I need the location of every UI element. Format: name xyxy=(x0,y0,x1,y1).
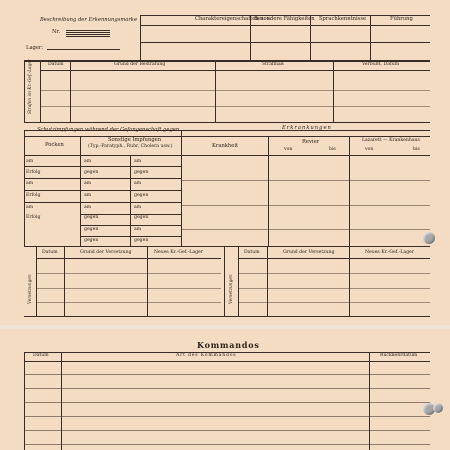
vacc-gegen-6: gegen xyxy=(134,193,149,198)
transfers-top-rule xyxy=(24,246,430,247)
infirmary-to: bis xyxy=(329,147,336,152)
punishment-row-line-1 xyxy=(40,90,430,91)
transfers-right-div-2 xyxy=(349,246,350,316)
vacc-row-rule-2 xyxy=(24,178,181,179)
transfers-right-side xyxy=(238,246,239,316)
punishment-reason-header: Grund der Bestrafung xyxy=(114,62,166,67)
kommandos-left-edge xyxy=(24,352,25,450)
punishment-served-header: Verbüßt, Datum xyxy=(362,62,400,67)
punishment-div-2 xyxy=(215,60,216,122)
kommandos-row-rule-3 xyxy=(24,402,430,403)
vaccination-div-2 xyxy=(130,155,131,246)
vacc-row-label-1: am xyxy=(26,159,34,164)
other-vaccinations-subheader: (Typ.-Paratyph., Ruhr, Cholera usw.) xyxy=(88,144,173,149)
vacc-gegen-5: gegen xyxy=(134,170,149,175)
hospital-header: Lazarett — Krankenhaus xyxy=(362,138,420,143)
punishment-bottom-rule xyxy=(24,122,430,123)
leadership-header: Führung xyxy=(390,16,413,22)
top-mid-rule xyxy=(140,42,430,43)
kommandos-div-2 xyxy=(369,352,370,450)
illness-header: Erkrankungen xyxy=(282,125,332,131)
kommandos-row-rule-4 xyxy=(24,416,430,417)
vacc-row-label-2: Erfolg xyxy=(26,170,41,175)
language-skills-header: Sprachkenntnisse xyxy=(319,16,367,22)
other-vaccinations-header: Sonstige Impfungen xyxy=(108,137,162,143)
kommandos-row-rule-5 xyxy=(24,430,430,431)
vacc-gegen-8: gegen xyxy=(134,238,149,243)
special-skills-header: Besondere Fähigkeiten xyxy=(254,16,315,22)
description-header: Beschreibung der Erkennungsmarke xyxy=(40,17,138,23)
nr-line-3 xyxy=(66,34,110,35)
transfer-right-label: Versetzungen xyxy=(229,274,234,304)
vaccination-header-rule xyxy=(24,136,430,137)
vacc-am-4: am xyxy=(84,205,92,210)
vaccination-div-1 xyxy=(80,136,81,246)
kommandos-title: Kommandos xyxy=(197,340,260,350)
vacc-row-rule-4 xyxy=(24,202,181,203)
kommandos-row-rule-6 xyxy=(24,444,430,445)
punishment-date-header: Datum xyxy=(48,62,64,67)
kommandos-row-rule-1 xyxy=(24,374,430,375)
lager-label: Lager: xyxy=(26,45,44,51)
punch-hole-bottom-2 xyxy=(433,403,443,413)
kommandos-date-header: Datum xyxy=(33,353,49,358)
kommandos-return-header: Rückkehrdatum xyxy=(380,353,418,358)
vacc-row-label-4: Erfolg xyxy=(26,193,41,198)
transfers-center xyxy=(224,246,225,316)
top-divider-1 xyxy=(140,15,141,60)
transfer-row-rule-2 xyxy=(36,288,221,289)
transfers-left-div-1 xyxy=(64,246,65,316)
punishment-div-3 xyxy=(333,60,334,122)
transfer-left-reason: Grund der Versetzung xyxy=(80,250,132,255)
vacc-gegen-3: gegen xyxy=(84,227,99,232)
transfers-bottom-rule xyxy=(24,316,430,317)
vacc-am-8: am xyxy=(134,227,142,232)
vacc-gegen-4: gegen xyxy=(84,238,99,243)
illness-row-rule-2 xyxy=(181,205,430,206)
transfer-row-rule-3 xyxy=(36,302,221,303)
nr-line-4 xyxy=(66,36,110,37)
smallpox-header: Pocken xyxy=(45,142,64,148)
top-header-rule xyxy=(140,25,430,26)
vacc-am-7: am xyxy=(134,205,142,210)
vacc-am-1: am xyxy=(84,159,92,164)
character-header: Charaktereigenschaften u. s. xyxy=(195,16,272,22)
vacc-row-rule-1 xyxy=(24,166,181,167)
transfer-left-date: Datum xyxy=(42,250,58,255)
card-separator xyxy=(0,325,450,329)
vacc-gegen-7: gegen xyxy=(134,215,149,220)
vaccination-subheader-rule xyxy=(24,155,430,156)
transfer-right-reason: Grund der Versetzung xyxy=(283,250,335,255)
punishment-side-label: Strafen im Kr.-Gef.-Lager xyxy=(28,59,33,114)
nr-label: Nr. xyxy=(52,29,61,35)
illness-column-header: Krankheit xyxy=(212,143,239,149)
transfers-right-div-1 xyxy=(267,246,268,316)
transfers-left-side xyxy=(36,246,37,316)
vacc-am-5: am xyxy=(134,159,142,164)
vacc-am-6: am xyxy=(134,181,142,186)
vacc-row-rule-6 xyxy=(80,225,181,226)
transfer-row-rule-4 xyxy=(238,273,430,274)
nr-line-2 xyxy=(66,32,110,33)
punishment-left-edge xyxy=(24,60,25,122)
transfer-right-date: Datum xyxy=(244,250,260,255)
kommandos-div-1 xyxy=(61,352,62,450)
transfer-left-label: Versetzungen xyxy=(28,274,33,304)
vacc-row-rule-7 xyxy=(80,236,181,237)
vacc-gegen-2: gegen xyxy=(84,215,99,220)
lager-line xyxy=(47,49,120,50)
transfers-left-div-2 xyxy=(147,246,148,316)
illness-row-rule-3 xyxy=(181,229,430,230)
transfer-right-camp: Neues Kr.-Gef.-Lager xyxy=(365,250,414,255)
infirmary-header: Revier xyxy=(302,139,320,145)
vacc-am-2: am xyxy=(84,181,92,186)
vaccination-left-edge xyxy=(24,130,25,246)
kommandos-type-header: Art des Kommandos xyxy=(176,353,237,358)
top-divider-4 xyxy=(370,15,371,60)
punishment-side-divider xyxy=(40,60,41,122)
punishment-sentence-header: Strafmaß xyxy=(262,62,284,67)
hospital-from: von xyxy=(365,147,374,152)
transfer-row-rule-5 xyxy=(238,288,430,289)
vacc-row-rule-3 xyxy=(24,190,181,191)
vacc-row-label-5: am xyxy=(26,205,34,210)
transfer-row-rule-1 xyxy=(36,273,221,274)
kommandos-row-rule-2 xyxy=(24,388,430,389)
vacc-row-label-6: Erfolg xyxy=(26,215,41,220)
vacc-row-label-3: am xyxy=(26,181,34,186)
punishment-div-1 xyxy=(70,60,71,122)
illness-row-rule-1 xyxy=(181,180,430,181)
vacc-am-3: am xyxy=(84,193,92,198)
transfer-left-camp: Neues Kr.-Gef.-Lager xyxy=(154,250,203,255)
punch-hole-top xyxy=(423,232,435,244)
nr-line-1 xyxy=(66,30,110,31)
hospital-to: bis xyxy=(413,147,420,152)
transfer-row-rule-6 xyxy=(238,302,430,303)
vacc-gegen-1: gegen xyxy=(84,170,99,175)
punishment-header-rule xyxy=(40,70,430,71)
infirmary-from: von xyxy=(284,147,293,152)
punishment-row-line-2 xyxy=(40,106,430,107)
vaccination-header: Schutzimpfungen während der Gefangenschaft gegen xyxy=(37,127,180,133)
